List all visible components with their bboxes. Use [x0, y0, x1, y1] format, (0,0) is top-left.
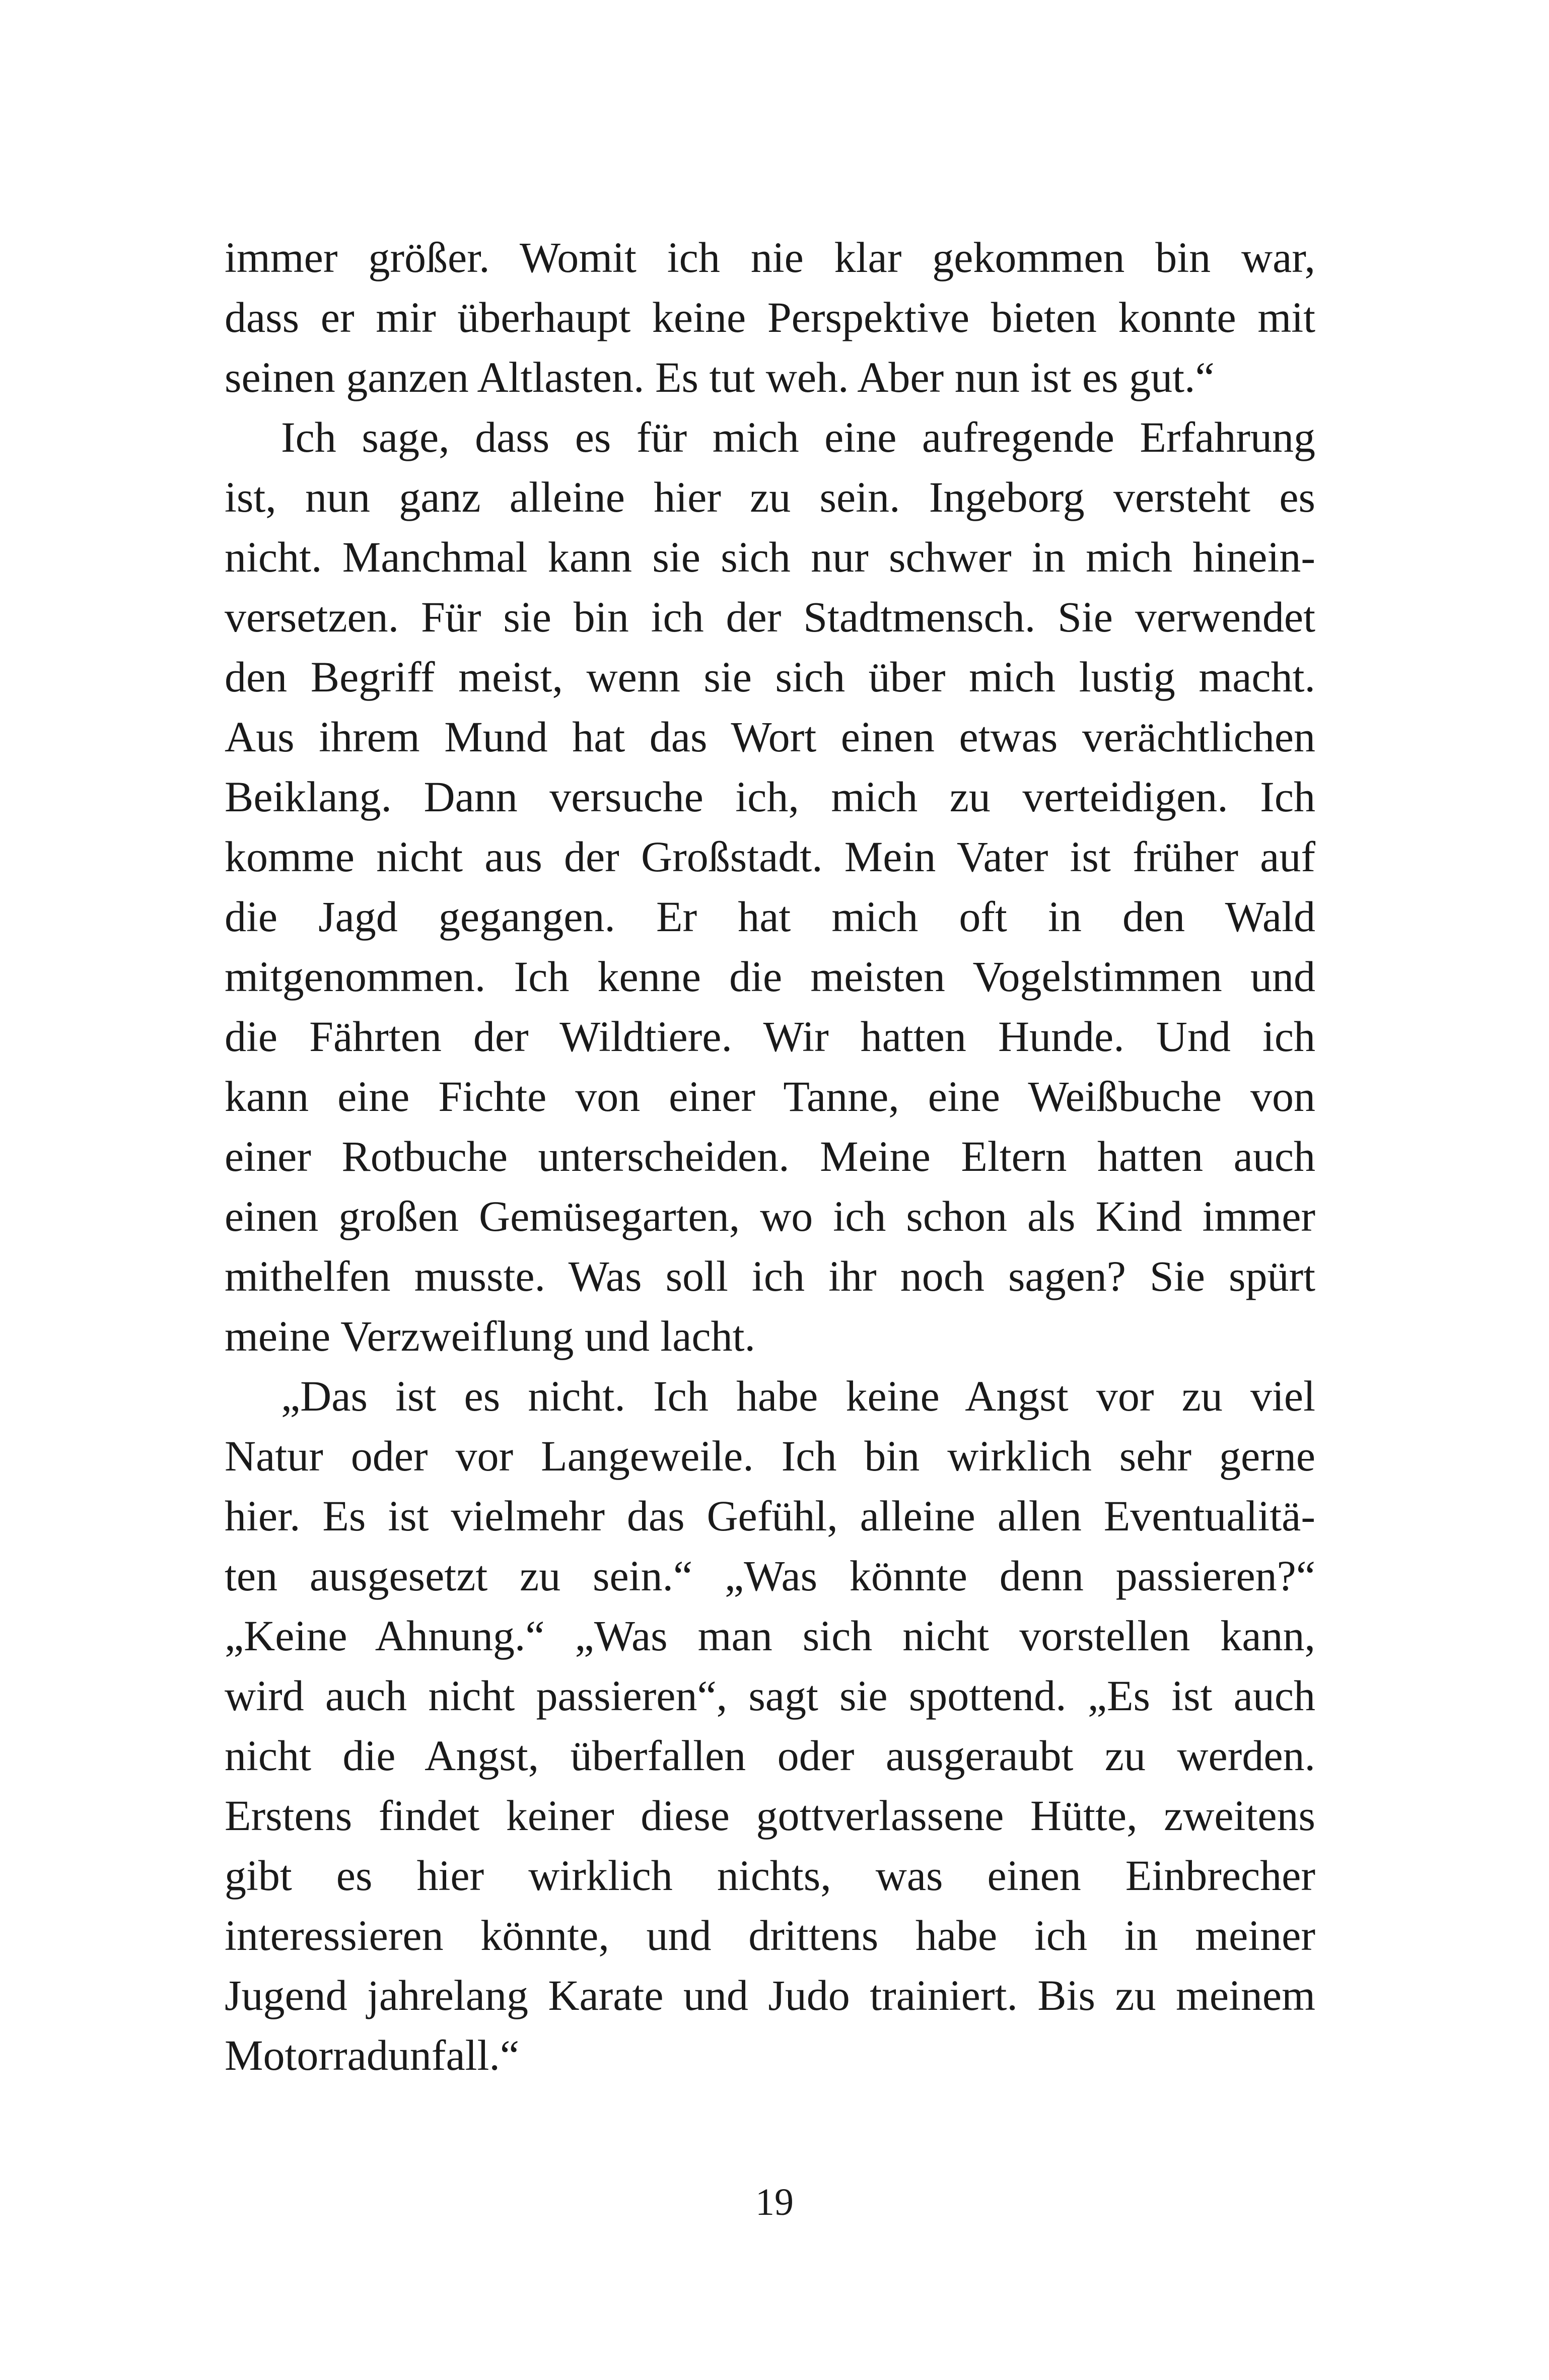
body-text [225, 228, 1315, 2085]
page-number: 19 [755, 2181, 794, 2223]
text-line: Motorradunfall.“ [225, 2031, 520, 2079]
text-line: immer größer. Womit ich nie klar gekommen bin war, [225, 233, 1315, 282]
paragraph-3 [225, 1366, 1315, 2085]
text-line: dass er mir überhaupt keine Perspektive bieten konnte mit [225, 293, 1315, 341]
text-line: seinen ganzen Altlasten. Es tut weh. Aber nun ist es gut.“ [225, 353, 1215, 401]
text-line: Natur oder vor Langeweile. Ich bin wirklich sehr gerne [225, 1432, 1315, 1480]
text-line: komme nicht aus der Großstadt. Mein Vater ist früher auf [225, 832, 1315, 881]
text-line: mitgenommen. Ich kenne die meisten Vogelstimmen und [225, 952, 1315, 1001]
text-line: interessieren könnte, und drittens habe ich in meiner [225, 1911, 1315, 1959]
text-line: einen großen Gemüsegarten, wo ich schon als Kind immer [225, 1192, 1315, 1240]
text-line: ten ausgesetzt zu sein.“ „Was könnte denn passieren?“ [225, 1552, 1315, 1600]
text-line: versetzen. Für sie bin ich der Stadtmensch. Sie verwendet [225, 593, 1315, 641]
text-line: Beiklang. Dann versuche ich, mich zu verteidigen. Ich [225, 773, 1315, 821]
text-line: Erstens findet keiner diese gottverlassene Hütte, zweitens [225, 1791, 1315, 1840]
text-line: ist, nun ganz alleine hier zu sein. Ingeborg versteht es [225, 473, 1315, 521]
paragraph-1 [225, 228, 1315, 407]
text-line: Ich sage, dass es für mich eine aufregende Erfahrung [281, 413, 1315, 461]
text-line: gibt es hier wirklich nichts, was einen Einbrecher [225, 1851, 1315, 1900]
text-line: meine Verzweiflung und lacht. [225, 1312, 755, 1360]
text-line: mithelfen musste. Was soll ich ihr noch sagen? Sie spürt [225, 1252, 1315, 1300]
text-line: wird auch nicht passieren“, sagt sie spottend. „Es ist auch [225, 1671, 1315, 1720]
text-line: „Das ist es nicht. Ich habe keine Angst vor zu viel [281, 1372, 1315, 1420]
text-line: die Fährten der Wildtiere. Wir hatten Hunde. Und ich [225, 1012, 1315, 1061]
text-line: einer Rotbuche unterscheiden. Meine Eltern hatten auch [225, 1132, 1315, 1180]
text-line: kann eine Fichte von einer Tanne, eine Weißbuche von [225, 1072, 1315, 1121]
text-line: Jugend jahrelang Karate und Judo trainiert. Bis zu meinem [225, 1971, 1315, 2019]
text-line: „Keine Ahnung.“ „Was man sich nicht vorstellen kann, [225, 1612, 1315, 1660]
text-line: nicht die Angst, überfallen oder ausgeraubt zu werden. [225, 1731, 1315, 1780]
text-line: hier. Es ist vielmehr das Gefühl, alleine allen Eventualitä- [225, 1492, 1315, 1540]
paragraph-2 [225, 407, 1315, 1366]
text-line: Aus ihrem Mund hat das Wort einen etwas verächtlichen [225, 713, 1315, 761]
text-line: nicht. Manchmal kann sie sich nur schwer in mich hinein- [225, 533, 1315, 581]
text-line: den Begriff meist, wenn sie sich über mich lustig macht. [225, 653, 1315, 701]
text-line: die Jagd gegangen. Er hat mich oft in den Wald [225, 892, 1315, 941]
